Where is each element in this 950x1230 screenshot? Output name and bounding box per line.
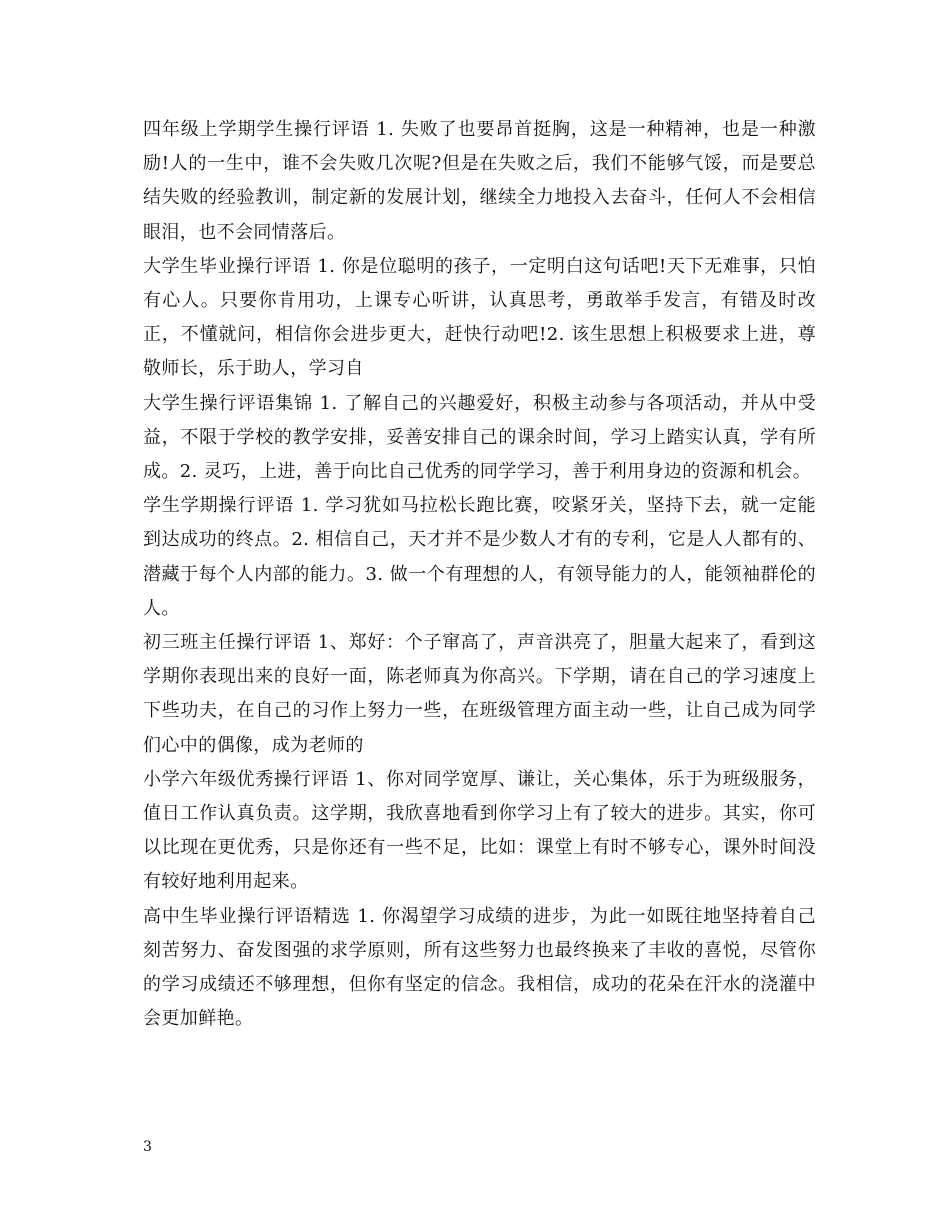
paragraph-university-graduation-evaluation: 大学生毕业操行评语 1. 你是位聪明的孩子，一定明白这句话吧!天下无难事，只怕有心人。只要你肯用功，上课专心听讲，认真思考，勇敢举手发言，有错及时改正，不懂就问，相信你会进步更大，赶快行动吧!2. 该生思想上积极要求上进，尊敬师长，乐于助人，学习自 [143,255,816,380]
paragraph-grade4-evaluation: 四年级上学期学生操行评语 1. 失败了也要昂首挺胸，这是一种精神，也是一种激励!人的一生中，谁不会失败几次呢?但是在失败之后，我们不能够气馁，而是要总结失败的经验教训，制定新的发展计划，继续全力地投入去奋斗，任何人不会相信眼泪，也不会同情落后。 [143,119,816,243]
paragraph-grade9-teacher-evaluation: 初三班主任操行评语 1、郑好：个子窜高了，声音洪亮了，胆量大起来了，看到这学期你表现出来的良好一面，陈老师真为你高兴。下学期，请在自己的学习速度上下些功夫，在自己的习作上努力一些，在班级管理方面主动一些，让自己成为同学们心中的偶像，成为老师的 [143,632,816,756]
paragraph-grade6-evaluation: 小学六年级优秀操行评语 1、你对同学宽厚、谦让，关心集体，乐于为班级服务，值日工作认真负责。这学期，我欣喜地看到你学习上有了较大的进步。其实，你可以比现在更优秀，只是你还有一些不足，比如：课堂上有时不够专心，课外时间没有较好地利用起来。 [143,768,816,893]
paragraph-university-evaluation-collection: 大学生操行评语集锦 1. 了解自己的兴趣爱好，积极主动参与各项活动，并从中受益，不限于学校的教学安排，妥善安排自己的课余时间，学习上踏实认真，学有所成。2. 灵巧，上进，善于向比自己优秀的同学学习，善于利用身边的资源和机会。 [143,392,816,483]
page-number: 3 [143,1139,152,1155]
paragraph-semester-evaluation: 学生学期操行评语 1. 学习犹如马拉松长跑比赛，咬紧牙关，坚持下去，就一定能到达成功的终点。2. 相信自己，天才并不是少数人才有的专利，它是人人都有的、潜藏于每个人内部的能力。3. 做一个有理想的人，有领导能力的人，能领袖群伦的人。 [143,495,816,619]
paragraph-highschool-graduation-evaluation: 高中生毕业操行评语精选 1. 你渴望学习成绩的进步，为此一如既往地坚持着自己刻苦努力、奋发图强的求学原则，所有这些努力也最终换来了丰收的喜悦，尽管你的学习成绩还不够理想，但你有坚定的信念。我相信，成功的花朵在汗水的浇灌中会更加鲜艳。 [143,905,816,1030]
document-body [143,113,816,1036]
